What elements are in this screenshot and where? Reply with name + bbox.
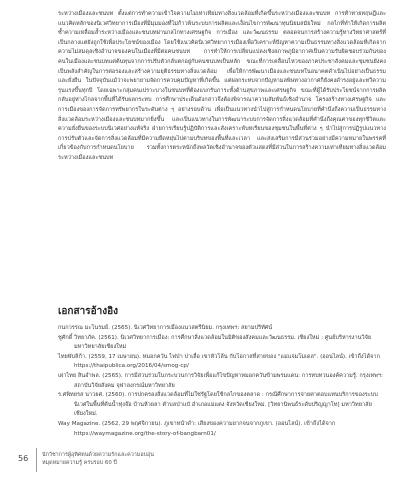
reference-item: Way Magazine. (2562, 29 พฤศจิกายน). ภูเขาหน้าดำ: เสียงของความยากจนจากภูเขา. (ออนไลน์). เข้าถึงได้จาก https://waymagazine.org/the-story-of-bangbarn01/: [58, 420, 336, 437]
reference-item: เผ่าไทย สินอำพล. (2565). การมีส่วนร่วมในกระบวนการวิจัยเพื่อแก้ไขปัญหาหมอกควันข้ามพรมแดน: การทบทวนองค์ความรู้. กรุงเทพฯ: สถาบันวิจัยสังคม จุฬาลงกรณ์มหาวิทยาลัย: [58, 372, 383, 389]
footer-line-1: นักวิชาการผู้อุทิศตนด้วยความรักและความอบอุ่น: [42, 452, 154, 458]
references-list: [58, 324, 386, 439]
body-paragraph: ระหว่างเมืองและชนบท ตั้งแต่การทำความเข้าใจความไม่เท่าเทียมทางสิ่งแวดล้อมที่เกิดขึ้นระหว่างเมืองและชนบท การท้าทายทฤษฎีและแนวคิดหลักของนิเวศวิทยาการเมืองที่มีมุมมองที่ไม่ก้าวพ้นระบบการผลิตและเงื่อนไขการพัฒนาทุนนิยมสมัยใหม่ กลไกที่ทำให้เกิดการผลิตซ้ำความเหลื่อมล้ำระหว่างเมืองและชนบทผ่านกลไกทางเศรษฐกิจ การเมือง และวัฒนธรรม ตลอดจนการสร้างความรู้ทางวิทยาศาสตร์ที่เป็นกลางแต่ยังถูกใช้เพื่อประโยชน์ของเมือง โดยใช้แนวคิดนิเวศวิทยาการเมืองเพื่อวิเคราะห์ปัญหาความเป็นธรรมทางสิ่งแวดล้อมที่เกิดจากความไม่สมดุลเชิงอำนาจของคนในเมืองที่มีต่อคนชนบท การทำให้การเปลี่ยนแปลงเชิงสภาพภูมิอากาศเป็นความรับผิดชอบร่วมกันของคนในเมืองและชนบทแต่ต้นทุนจากการปรับตัวกลับตกอยู่กับคนชนบทเป็นหลัก ขณะที่การเคลื่อนไหวของภาคประชาสังคมและชุมชนยังคงเป็นพลังสำคัญในการต่อรองและสร้างความยุติธรรมทางสิ่งแวดล้อม เพื่อให้การพัฒนาเมืองและชนบทในอนาคตดำเนินไปอย่างเป็นธรรมและยั่งยืน ในปัจจุบันแม้ว่าจะพยายามจัดการควบคุมปัญหาที่เกิดขึ้น แต่ผลกระทบจากปัญหามลพิษทางอากาศก็ยังคงดำรงอยู่และทวีความรุนแรงขึ้นทุกปี โดยเฉพาะกลุ่มคนเปราะบางในชนบทที่ต้องแบกรับภาระทั้งด้านสุขภาพและเศรษฐกิจ ขณะที่ผู้ได้รับประโยชน์จากการผลิตกลับอยู่ห่างไกลจากพื้นที่ได้รับผลกระทบ การศึกษาประเด็นดังกล่าวจึงต้องพิจารณาความสัมพันธ์เชิงอำนาจ โครงสร้างทางเศรษฐกิจ และการเมืองของการจัดการทรัพยากรในระดับต่าง ๆ อย่างรอบด้าน เพื่อเป็นแนวทางนำไปสู่การกำหนดนโยบายที่คำนึงถึงความเป็นธรรมทางสิ่งแวดล้อมระหว่างเมืองและชนบทมากยิ่งขึ้น และเป็นแนวทางในการพัฒนาระบบการจัดการสิ่งแวดล้อมที่คำนึงถึงคุณค่าของทุกชีวิตและความยั่งยืนของระบบนิเวศอย่างแท้จริง ฝ่ายการเรียนรู้ปฏิบัติการและสังเคราะห์บทเรียนของชุมชนในพื้นที่ต่าง ๆ นำไปสู่การปฏิรูปแนวทางการปรับตัวและจัดการสิ่งแวดล้อมที่มีความยืดหยุ่นไปตามบริบทของพื้นที่และเวลา และส่งเสริมการมีส่วนร่วมอย่างมีความหมายในพรรคที่เกี่ยวข้องกับการกำหนดนโยบาย รวมทั้งการตระหนักถึงพลวัตเชิงอำนาจของตัวแสดงที่มีส่วนในการสร้างความเท่าเทียมทางสิ่งแวดล้อมระหว่างเมืองและชนบท: [58, 11, 386, 161]
page-number: 56: [18, 454, 29, 463]
page-footer: [0, 446, 403, 480]
reference-item: ชูศักดิ์ วิทยาภัค. (2561). นิเวศวิทยาการเมือง: การศึกษาสิ่งแวดล้อมในมิติของสังคมและวัฒนธรรม. เชียงใหม่ : ศูนย์บริหารงานวิจัย มหาวิทยาลัยเชียงใหม่: [58, 334, 372, 351]
footer-line-2: หมุดหมายความรู้ ครบรอบ 60 ปี: [42, 460, 117, 467]
footer-caption: [42, 451, 154, 468]
references-heading: เอกสารอ้างอิง: [58, 306, 118, 317]
reference-item: ร.ศพิทยรส นาวยศ. (2560). การปกครองสิ่งแวดล้อมที่ไม่ใช่รัฐโดยใช้กลไกของตลาด : กรณีศึกษาการจ่ายค่าตอบแทนบริการของระบบนิเวศในพื้นที่ต้นน้ำทุ่งจ๊อ บ้านห้วยลา ตำบลป่าแป๋ อำเภอแม่แตง จังหวัดเชียงใหม่. [วิทยานิพนธ์ระดับปริญญาโท] มหาวิทยาลัยเชียงใหม่.: [58, 392, 378, 418]
reference-item: ไทยพับลิก้า. (2559, 17 เมษายน). หมอกควัน ไฟป่า ปาเลื่อ เขาหัวโล้น กับโอกาสที่สายของ "แม่แจ่มโมเดล". (ออนไลน์). เข้าถึงได้จาก https://thaipublica.org/2016/04/smog-cp/: [58, 353, 380, 370]
reference-item: กนกวรรณ มะโนรมย์. (2565). นิเวศวิทยาการเมืองแนวสตรีนิยม. กรุงเทพฯ: สยามปริทัศน์: [58, 325, 273, 331]
footer-divider: [36, 448, 37, 472]
